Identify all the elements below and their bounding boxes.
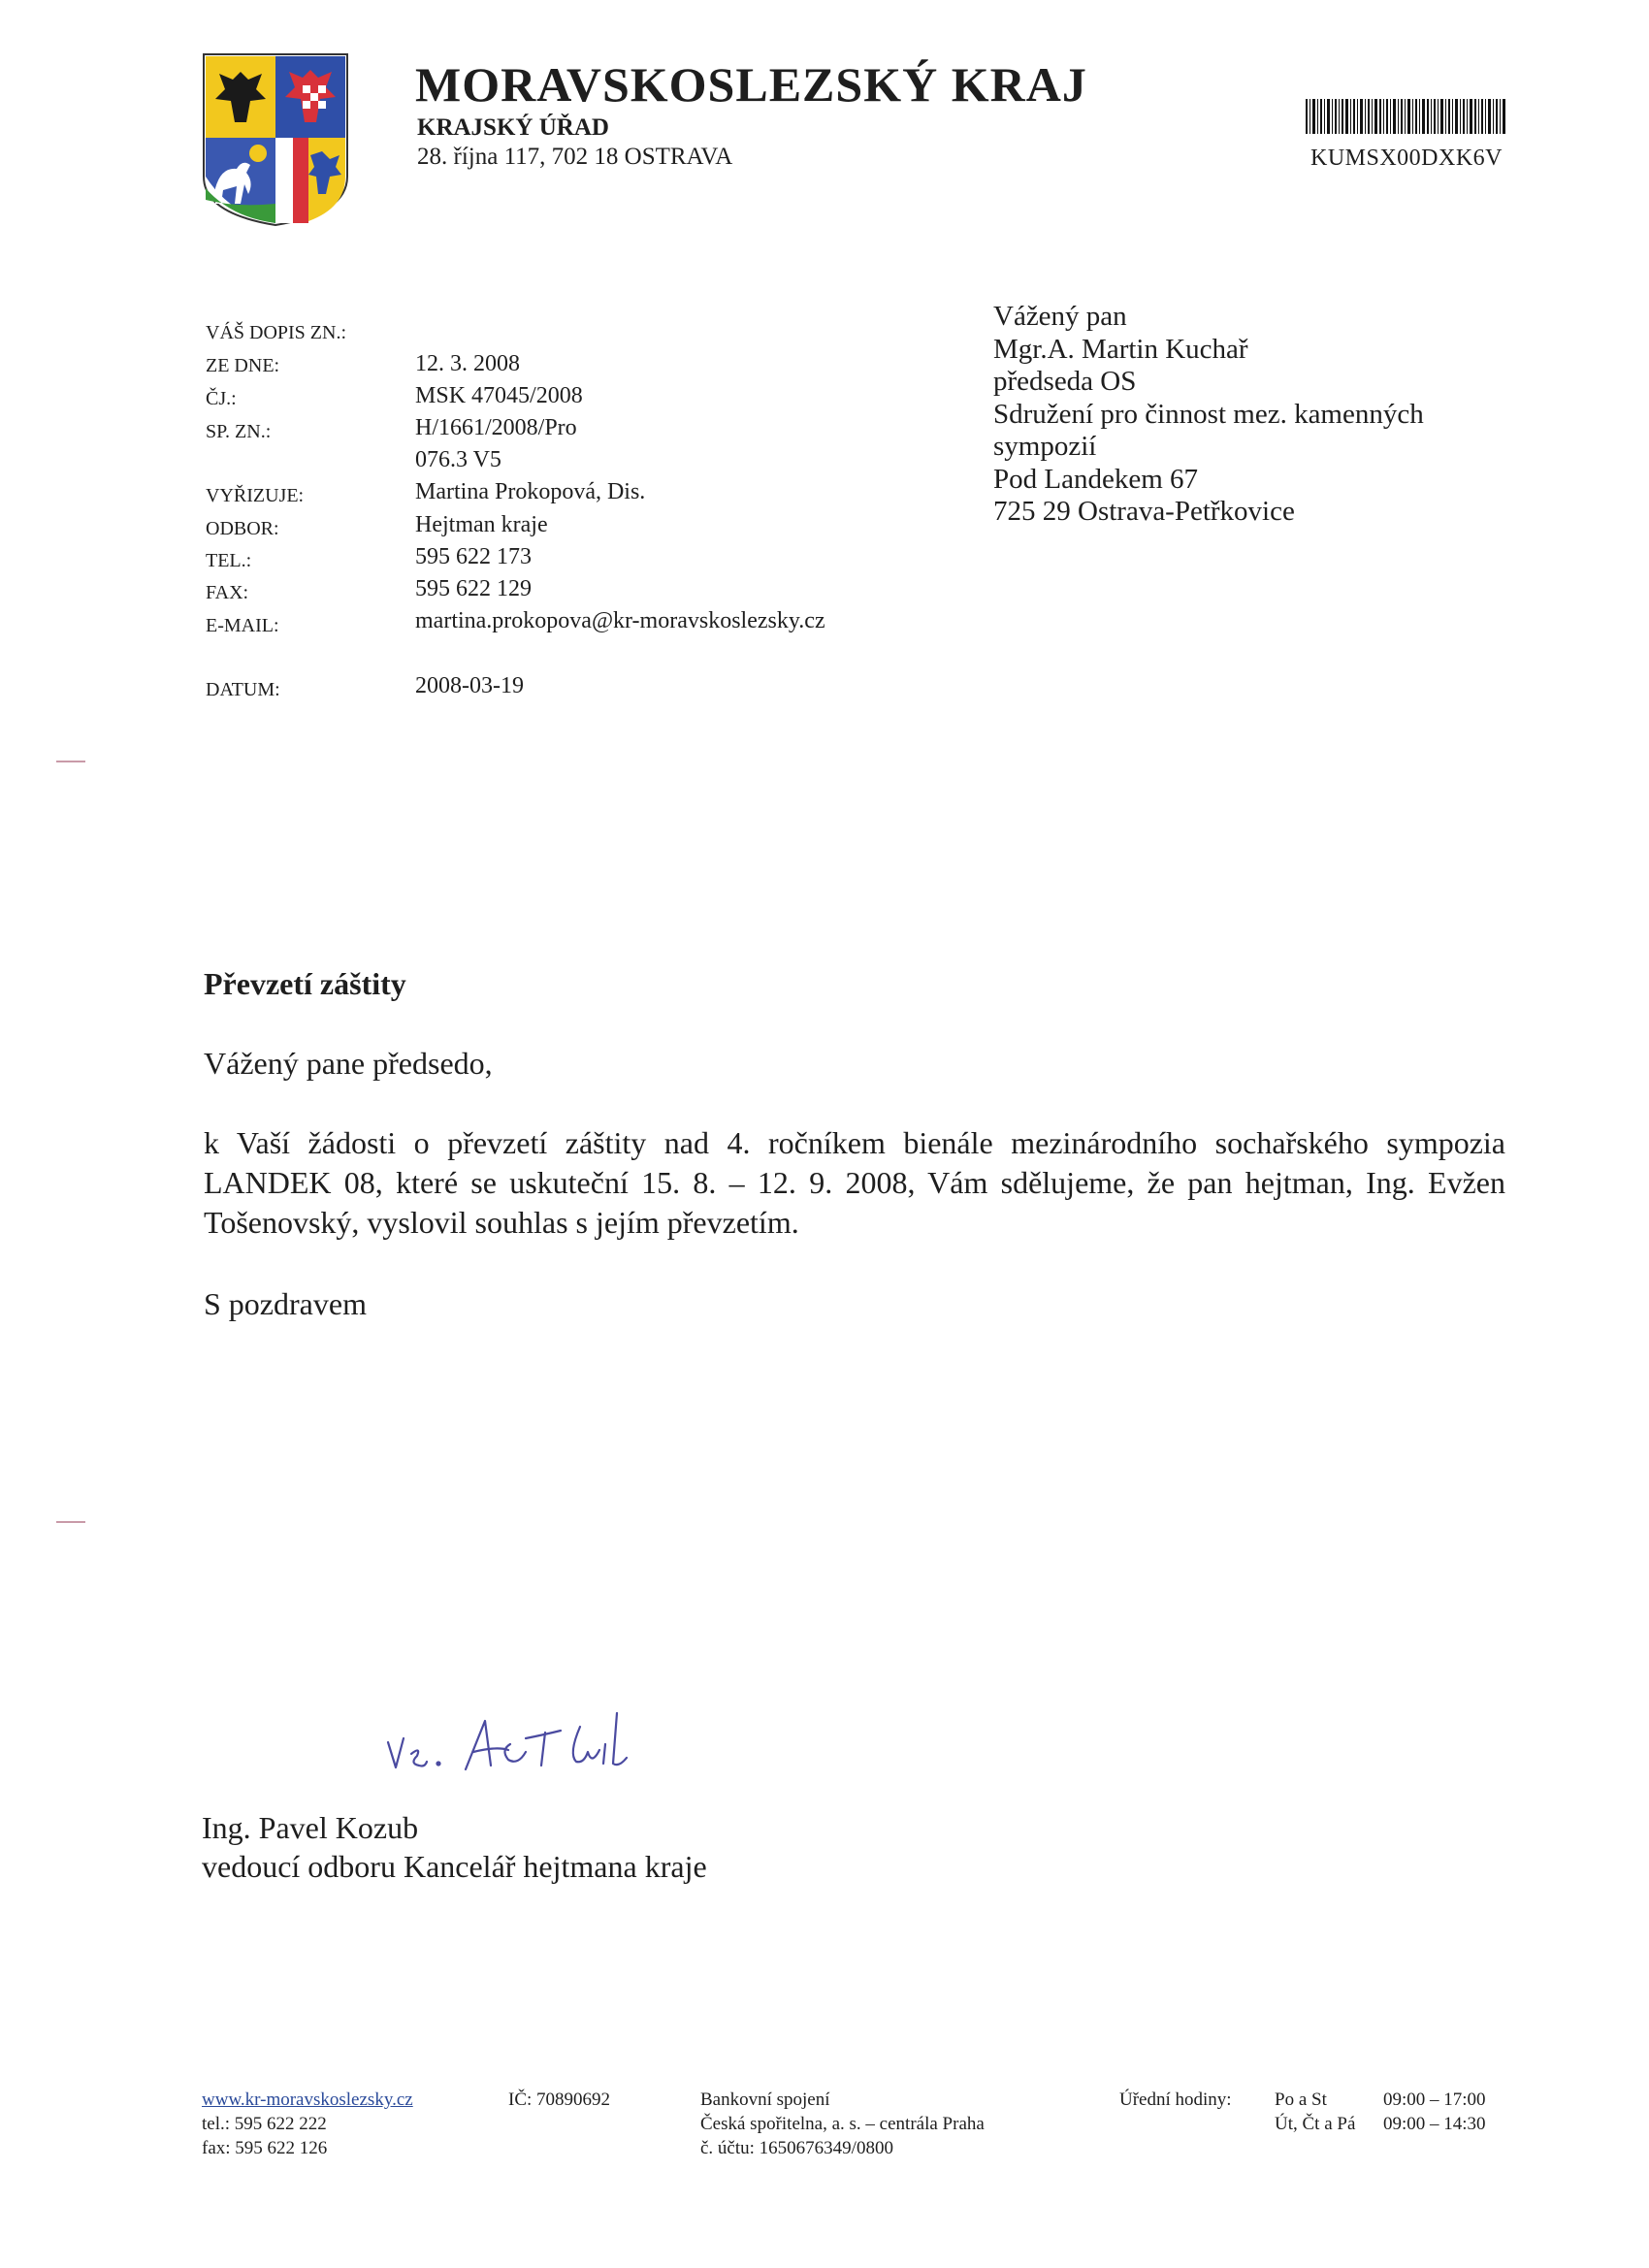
ref-value-sp-zn: H/1661/2008/Pro	[415, 415, 577, 440]
barcode-icon	[1306, 99, 1507, 134]
ref-value-email: martina.prokopova@kr-moravskoslezsky.cz	[415, 608, 825, 633]
ref-value-odbor: Hejtman kraje	[415, 512, 548, 537]
ref-label-email: E-MAIL:	[206, 615, 279, 636]
recipient-line: Vážený pan	[993, 301, 1127, 332]
ref-label-vas-dopis: VÁŠ DOPIS ZN.:	[206, 322, 347, 343]
office-name: KRAJSKÝ ÚŘAD	[417, 114, 609, 141]
ref-label-vyrizuje: VYŘIZUJE:	[206, 485, 305, 506]
letter-paragraph: k Vaší žádosti o převzetí záštity nad 4. ročníkem bienále mezinárodního sochařského sympozia LANDEK 08, které se uskuteční 15. 8. – 12. 9. 2008, Vám sdělujeme, že pan hejtman, Ing. Evžen Tošenovský, vyslovil souhlas s jejím převzetím.	[204, 1125, 1505, 1240]
recipient-line: předseda OS	[993, 366, 1137, 397]
footer-tel: tel.: 595 622 222	[202, 2114, 327, 2134]
signer-role: vedoucí odboru Kancelář hejtmana kraje	[202, 1849, 707, 1884]
ref-value-datum: 2008-03-19	[415, 673, 524, 698]
recipient-line: Pod Landekem 67	[993, 463, 1199, 495]
footer-web-link[interactable]: www.kr-moravskoslezsky.cz	[202, 2090, 413, 2110]
footer-bank	[700, 2088, 985, 2160]
ref-label-fax: FAX:	[206, 582, 249, 603]
ref-label-datum: DATUM:	[206, 679, 280, 700]
ref-value-vyrizuje: Martina Prokopová, Dis.	[415, 479, 646, 504]
ref-label-cj: ČJ.:	[206, 388, 237, 409]
footer-ic: IČ: 70890692	[508, 2090, 611, 2110]
fold-mark	[56, 761, 85, 762]
letter-subject: Převzetí záštity	[204, 966, 406, 1001]
ref-value-spisovy-znak: 076.3 V5	[415, 447, 501, 472]
ref-value-ze-dne: 12. 3. 2008	[415, 351, 520, 376]
recipient-line: Mgr.A. Martin Kuchař	[993, 333, 1248, 365]
ref-value-fax: 595 622 129	[415, 576, 532, 601]
footer-hours-days	[1275, 2088, 1355, 2136]
signature-icon	[380, 1694, 652, 1787]
recipient-line: Sdružení pro činnost mez. kamenných	[993, 398, 1424, 430]
office-address: 28. října 117, 702 18 OSTRAVA	[417, 144, 733, 170]
fold-mark	[56, 1521, 85, 1523]
recipient-line: sympozií	[993, 431, 1097, 462]
footer-hours-time-2: 09:00 – 14:30	[1383, 2114, 1486, 2134]
letter-salutation: Vážený pane předsedo,	[204, 1046, 493, 1081]
ref-value-cj: MSK 47045/2008	[415, 383, 583, 408]
footer-bank-title: Bankovní spojení	[700, 2090, 830, 2110]
letter-closing: S pozdravem	[204, 1286, 367, 1321]
coat-of-arms-icon	[202, 52, 349, 227]
barcode-code: KUMSX00DXK6V	[1310, 146, 1503, 171]
footer-hours-title: Úřední hodiny:	[1119, 2090, 1232, 2110]
footer-hours-days-2: Út, Čt a Pá	[1275, 2114, 1356, 2134]
ref-label-tel: TEL.:	[206, 550, 252, 571]
ref-value-tel: 595 622 173	[415, 544, 532, 569]
recipient-line: 725 29 Ostrava-Petřkovice	[993, 496, 1295, 527]
signer-name: Ing. Pavel Kozub	[202, 1810, 419, 1845]
footer-bank-account: č. účtu: 1650676349/0800	[700, 2138, 893, 2158]
recipient-address	[993, 301, 1595, 529]
footer-hours-time-1: 09:00 – 17:00	[1383, 2090, 1486, 2110]
ref-label-ze-dne: ZE DNE:	[206, 355, 280, 376]
ref-label-odbor: ODBOR:	[206, 518, 279, 539]
org-name: MORAVSKOSLEZSKÝ KRAJ	[415, 57, 1087, 112]
footer-hours-times	[1383, 2088, 1486, 2136]
footer-hours-days-1: Po a St	[1275, 2090, 1327, 2110]
ref-label-sp-zn: SP. ZN.:	[206, 421, 272, 442]
footer-bank-name: Česká spořitelna, a. s. – centrála Praha	[700, 2114, 985, 2134]
footer-fax: fax: 595 622 126	[202, 2138, 328, 2158]
footer-contacts	[202, 2088, 413, 2160]
